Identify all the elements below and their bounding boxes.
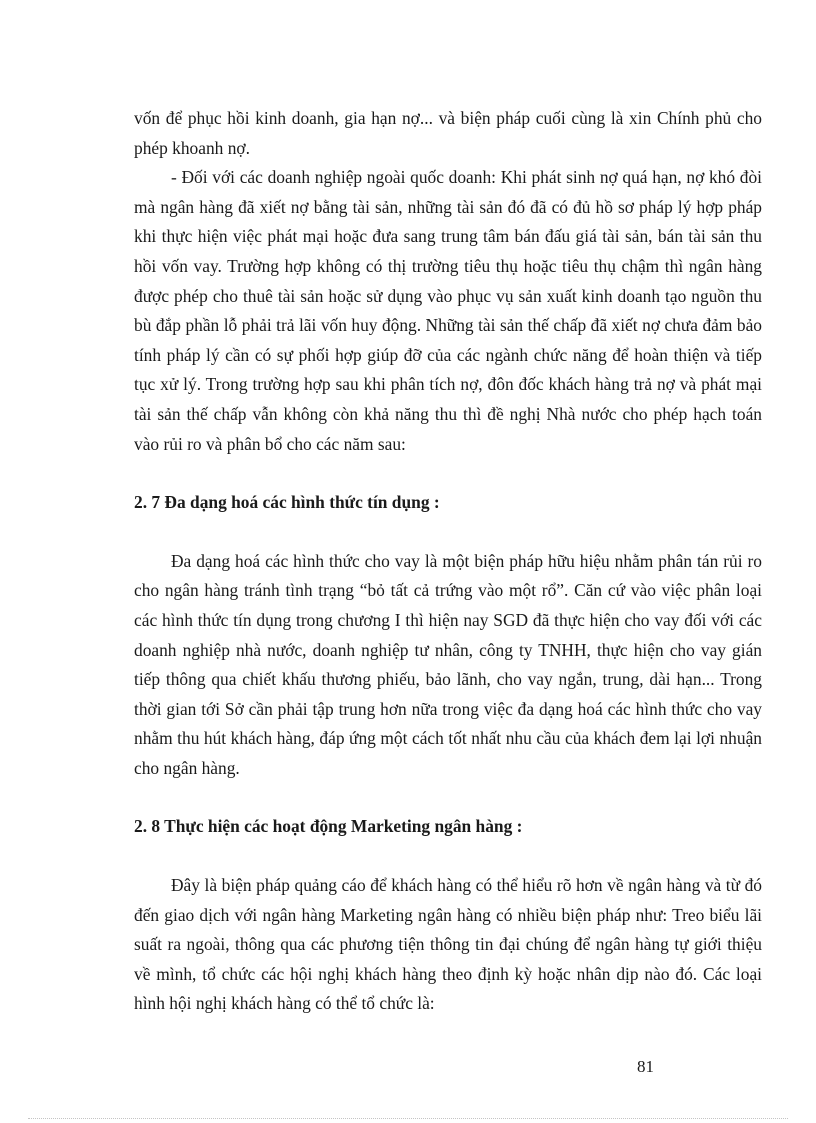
page-content [134, 104, 762, 1019]
section-heading-2-7: 2. 7 Đa dạng hoá các hình thức tín dụng : [134, 492, 440, 513]
page-bottom-divider [28, 1118, 788, 1119]
section-body-2-7: Đa dạng hoá các hình thức cho vay là một biện pháp hữu hiệu nhằm phân tán rủi ro cho ngân hàng tránh tình trạng “bỏ tất cả trứng vào một rổ”. Căn cứ vào việc phân loại các hình thức tín dụng trong chương I thì hiện nay SGD đã thực hiện cho vay đối với các doanh nghiệp nhà nước, doanh nghiệp tư nhân, công ty TNHH, thực hiện cho vay gián tiếp thông qua chiết khấu thương phiếu, bảo lãnh, cho vay ngắn, trung, dài hạn... Trong thời gian tới Sở cần phải tập trung hơn nữa trong việc đa dạng hoá các hình thức cho vay nhằm thu hút khách hàng, đáp ứng một cách tốt nhất nhu cầu của khách đem lại lợi nhuận cho ngân hàng. [134, 550, 762, 778]
page-number: 81 [637, 1057, 654, 1076]
section-body-2-8: Đây là biện pháp quảng cáo để khách hàng có thể hiểu rõ hơn về ngân hàng và từ đó đến giao dịch với ngân hàng Marketing ngân hàng có nhiều biện pháp như: Treo biểu lãi suất ra ngoài, thông qua các phương tiện thông tin đại chúng để ngân hàng tự giới thiệu về mình, tổ chức các hội nghị khách hàng theo định kỳ hoặc nhân dịp nào đó. Các loại hình hội nghị khách hàng có thể tổ chức là: [134, 875, 762, 1014]
section-heading-2-8: 2. 8 Thực hiện các hoạt động Marketing ngân hàng : [134, 816, 523, 837]
paragraph-continuation: vốn để phục hồi kinh doanh, gia hạn nợ... và biện pháp cuối cùng là xin Chính phủ cho phép khoanh nợ. [134, 108, 762, 158]
paragraph-non-state-enterprises: - Đối với các doanh nghiệp ngoài quốc doanh: Khi phát sinh nợ quá hạn, nợ khó đòi mà ngân hàng đã xiết nợ bằng tài sản, những tài sản đó đã có đủ hồ sơ pháp lý hợp pháp khi thực hiện việc phát mại hoặc đưa sang trung tâm bán đấu giá tài sản, bán tài sản thu hồi vốn vay. Trường hợp không có thị trường tiêu thụ hoặc tiêu thụ chậm thì ngân hàng được phép cho thuê tài sản hoặc sử dụng vào phục vụ sản xuất kinh doanh tạo nguồn thu bù đắp phần lỗ phải trả lãi vốn huy động. Những tài sản thế chấp đã xiết nợ chưa đảm bảo tính pháp lý cần có sự phối hợp giúp đỡ của các ngành chức năng để hoàn thiện và tiếp tục xử lý. Trong trường hợp sau khi phân tích nợ, đôn đốc khách hàng trả nợ và phát mại tài sản thế chấp vẫn không còn khả năng thu thì đề nghị Nhà nước cho phép hạch toán vào rủi ro và phân bổ cho các năm sau: [134, 167, 762, 454]
